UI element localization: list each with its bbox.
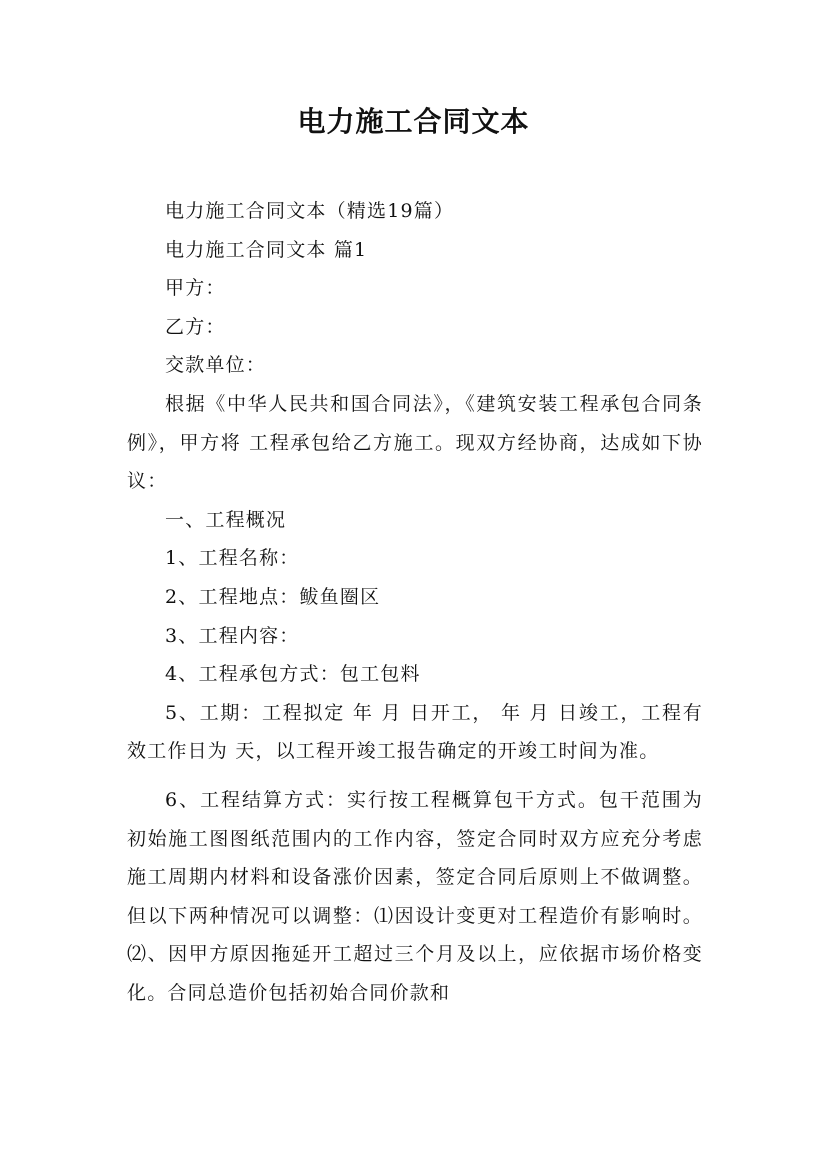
- paragraph-section-heading: 电力施工合同文本 篇1: [165, 238, 368, 261]
- paragraph-payment-unit: 交款单位：: [165, 354, 267, 377]
- paragraph-preamble: 根据《中华人民共和国合同法》，《建筑安装工程承包合同条例》，甲方将 工程承包给乙方施工。现双方经协商，达成如下协议：: [127, 392, 703, 493]
- paragraph-subtitle: 电力施工合同文本（精选19篇）: [165, 200, 455, 222]
- document-body: [127, 192, 703, 1012]
- paragraph-overview-heading: 一、工程概况: [165, 508, 287, 531]
- paragraph-project-content: 3、工程内容：: [165, 624, 300, 647]
- paragraph-schedule: 5、工期：工程拟定 年 月 日开工， 年 月 日竣工，工程有效工作日为 天，以工程开竣工报告确定的开竣工时间为准。: [127, 701, 703, 763]
- paragraph-project-location: 2、工程地点：鲅鱼圈区: [165, 585, 381, 608]
- paragraph-contract-method: 4、工程承包方式：包工包料: [165, 663, 421, 686]
- paragraph-party-b: 乙方：: [165, 315, 226, 338]
- paragraph-party-a: 甲方：: [165, 277, 226, 300]
- paragraph-project-name: 1、工程名称：: [165, 547, 300, 570]
- document-title: 电力施工合同文本: [297, 105, 530, 138]
- paragraph-settlement: 6、工程结算方式：实行按工程概算包干方式。包干范围为初始施工图图纸范围内的工作内容，签定合同时双方应充分考虑施工周期内材料和设备涨价因素，签定合同后原则上不做调整。但以下两种情况可以调整：⑴因设计变更对工程造价有影响时。⑵、因甲方原因拖延开工超过三个月及以上，应依据市场价格变化。合同总造价包括初始合同价款和: [127, 788, 703, 1004]
